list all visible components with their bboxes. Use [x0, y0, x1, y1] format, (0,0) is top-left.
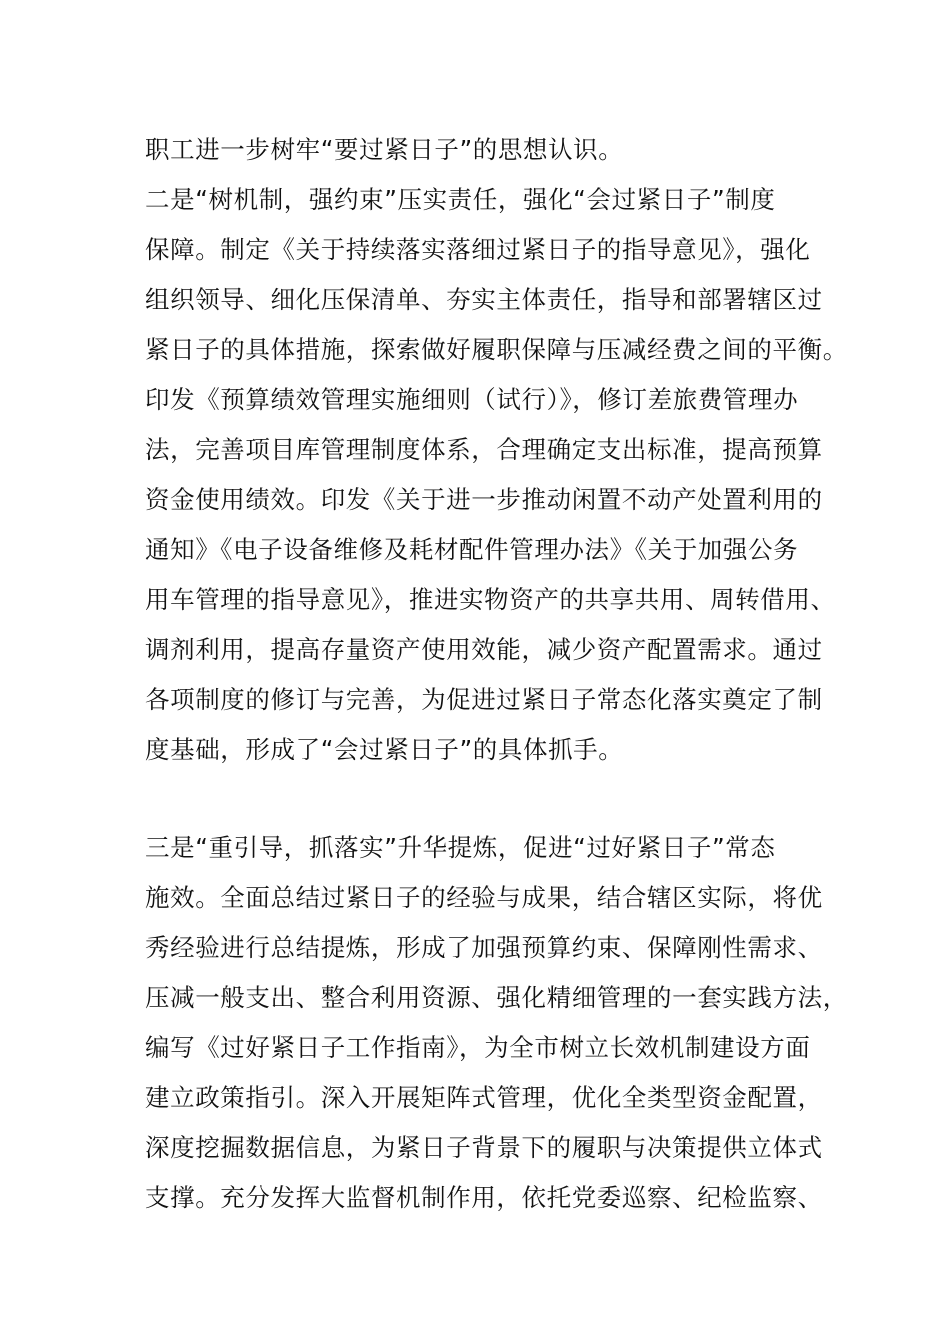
text-line: 职工进一步树牢“要过紧日子”的思想认识。	[145, 135, 624, 164]
text-line: 深度挖掘数据信息，为紧日子背景下的履职与决策提供立体式	[145, 1133, 823, 1162]
text-line: 编写《过好紧日子工作指南》，为全市树立长效机制建设方面	[145, 1033, 811, 1062]
text-line: 用车管理的指导意见》，推进实物资产的共享共用、周转借用、	[145, 585, 836, 614]
text-line: 秀经验进行总结提炼，形成了加强预算约束、保障刚性需求、	[145, 933, 823, 962]
text-line: 三是“重引导，抓落实”升华提炼，促进“过好紧日子”常态	[145, 833, 776, 862]
text-line: 法，完善项目库管理制度体系，合理确定支出标准，提高预算	[145, 435, 823, 464]
text-line: 调剂利用，提高存量资产使用效能，减少资产配置需求。通过	[145, 635, 823, 664]
text-line: 紧日子的具体措施，探索做好履职保障与压减经费之间的平衡。	[145, 335, 848, 364]
text-line: 支撑。充分发挥大监督机制作用，依托党委巡察、纪检监察、	[145, 1183, 823, 1212]
text-line: 度基础，形成了“会过紧日子”的具体抓手。	[145, 735, 624, 764]
text-line: 通知》《电子设备维修及耗材配件管理办法》《关于加强公务	[145, 535, 799, 564]
text-line: 组织领导、细化压保清单、夯实主体责任，指导和部署辖区过	[145, 285, 823, 314]
text-line: 施效。全面总结过紧日子的经验与成果，结合辖区实际，将优	[145, 883, 823, 912]
text-line: 建立政策指引。深入开展矩阵式管理，优化全类型资金配置，	[145, 1083, 823, 1112]
text-line: 印发《预算绩效管理实施细则（试行）》，修订差旅费管理办	[145, 385, 799, 414]
text-line: 压减一般支出、整合利用资源、强化精细管理的一套实践方法，	[145, 983, 848, 1012]
text-line: 资金使用绩效。印发《关于进一步推动闲置不动产处置利用的	[145, 485, 823, 514]
text-line: 保障。制定《关于持续落实落细过紧日子的指导意见》，强化	[145, 235, 811, 264]
text-line: 各项制度的修订与完善，为促进过紧日子常态化落实奠定了制	[145, 685, 823, 714]
text-line: 二是“树机制，强约束”压实责任，强化“会过紧日子”制度	[145, 185, 776, 214]
